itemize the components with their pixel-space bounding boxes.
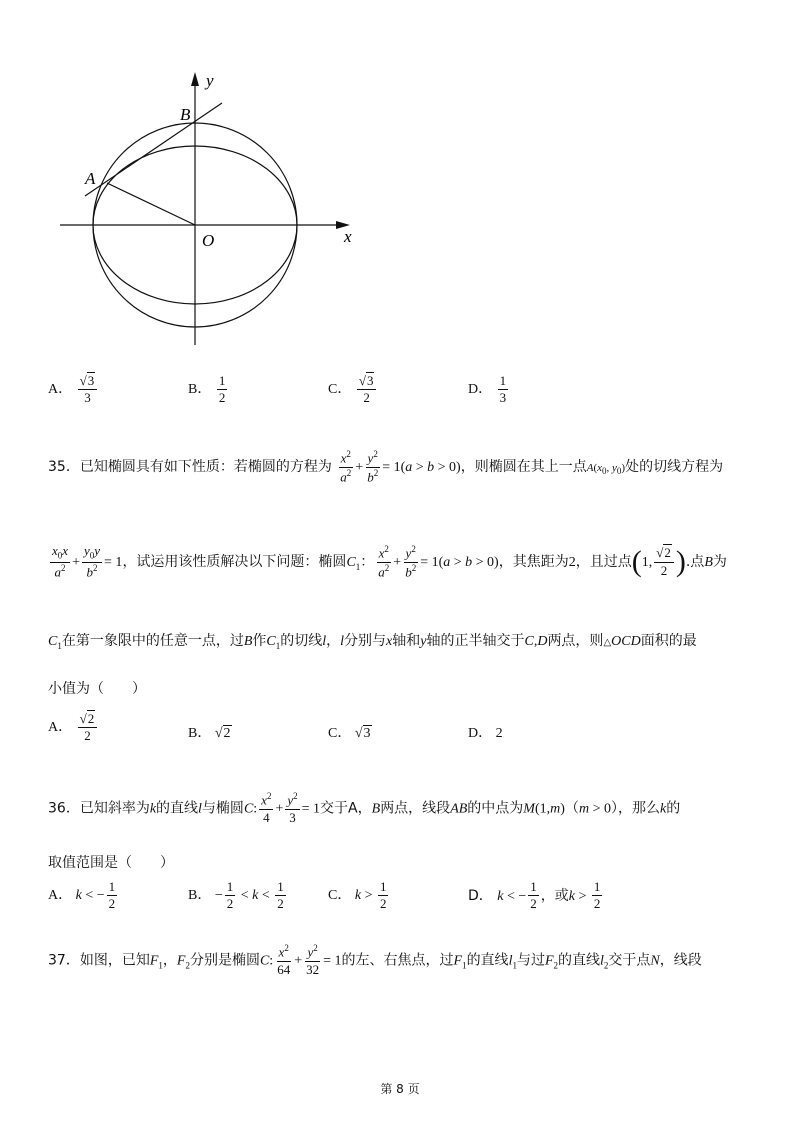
q34-option-b[interactable]: B． $\frac{1}{2}$ [188,373,226,406]
q35-line3: $C_1$在第一象限中的任意一点，过B作$C_1$的切线l，l分别与x轴和y轴的正半轴交于C,D两点，则△OCD面积的最 [48,633,697,651]
q34-option-a[interactable]: A． $\frac{√3}{3}$ [48,374,99,406]
q36-option-d[interactable]: D． k < − $\frac{1}{2}$ ，或k > $\frac{1}{2}$ [468,879,601,912]
label-x: x [344,227,352,246]
label-b: B [180,105,191,124]
segment-ao [107,183,195,225]
label-o: O [202,231,215,250]
page-number: 第 8 页 [380,1082,420,1096]
q36-line2: 取值范围是（ ） [48,855,174,871]
q35-option-a[interactable]: A． $\frac{√2}{2}$ [48,712,99,744]
q35-option-d[interactable]: D． 2 [468,726,503,741]
ellipse-circle-figure [40,60,370,360]
q36-option-b[interactable]: B． − $\frac{1}{2}$ < k < $\frac{1}{2}$ [188,879,284,912]
q36-line1: 36．已知斜率为k的直线l与椭圆C: $\frac{x^2}{4}$ + $\frac{y^2}{3}$ = 1交于A，B两点，线段AB的中点为M(1,m)（m > 0），那么k的 [48,791,681,825]
q36-option-c[interactable]: C． k > $\frac{1}{2}$ [328,879,387,912]
q35-line1: 35．已知椭圆具有如下性质：若椭圆的方程为 $\frac{x^2}{a^2}$ + $\frac{y^2}{b^2}$ = 1(a > b > 0)，则椭圆在其上一点$A(x_0$, $y_0$)处的切线方程为 [48,449,724,484]
q35-line4: 小值为（ ） [48,681,146,697]
q37-line1: 37．如图，已知$F_1$，$F_2$分别是椭圆C: $\frac{x^2}{64}$ + $\frac{y^2}{32}$ = 1的左、右焦点，过$F_1$的直线$l_1$与过$F_2$的直线$l_2$交于点N，线段 [48,943,702,977]
y-axis-arrow [191,72,199,86]
q35-option-b[interactable]: B． √2 [188,726,231,741]
q35-line2: $\frac{x_0x}{a^2}$ + $\frac{y_0y}{b^2}$ = 1，试运用该性质解决以下问题：椭圆$C_1$： $\frac{x^2}{a^2}$ + $\frac{y^2}{b^2}$ = 1(a > b > 0)，其焦距为2，且过点(1, $\frac{√2}{2}$ ).点B为 [52,543,727,580]
q34-option-d[interactable]: D． $\frac{1}{3}$ [468,373,507,406]
q35-option-c[interactable]: C． √3 [328,726,371,741]
q34-option-c[interactable]: C． $\frac{√3}{2}$ [328,374,378,406]
page-footer [0,1080,800,1097]
label-a: A [85,169,96,188]
q36-option-a[interactable]: A． k < − $\frac{1}{2}$ [48,879,116,912]
tangent-line [85,103,222,196]
label-y: y [206,71,214,90]
